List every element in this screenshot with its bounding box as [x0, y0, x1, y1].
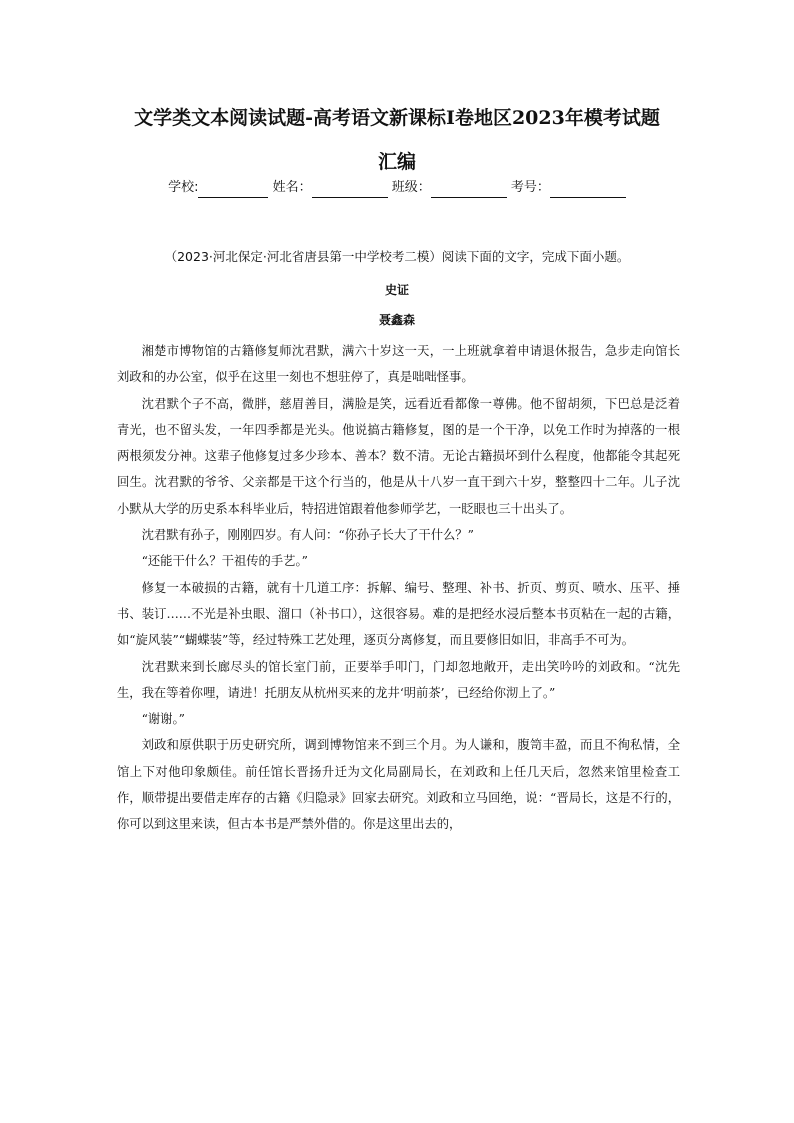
class-blank	[431, 183, 507, 198]
paragraph: “谢谢。”	[141, 712, 185, 727]
school-label: 学校:	[168, 180, 199, 195]
document-title	[100, 96, 694, 184]
story-title: 史证	[384, 283, 409, 297]
paragraph: 湘楚市博物馆的古籍修复师沈君默，满六十岁这一天，一上班就拿着申请退休报告，急步走向馆长刘政和的办公室，似乎在这里一刻也不想驻停了，真是咄咄怪事。	[117, 344, 680, 385]
name-label: 姓名：	[272, 180, 312, 195]
story-author: 聂鑫森	[378, 313, 415, 327]
exam-no-blank	[550, 183, 626, 198]
class-label: 班级：	[391, 180, 431, 195]
student-info-line	[0, 178, 794, 198]
question-source: （2023·河北保定·河北省唐县第一中学校考二模）阅读下面的文字，完成下面小题。	[164, 249, 630, 264]
paragraph: 刘政和原供职于历史研究所，调到博物馆来不到三个月。为人谦和，腹笥丰盈，而且不徇私情，全馆上下对他印象颇佳。前任馆长晋扬升迁为文化局副局长，在刘政和上任几天后，忽然来馆里检查工作，顺带提出要借走库存的古籍《归隐录》回家去研究。刘政和立马回绝，说：“晋局长，这是不行的，你可以到这里来读，但古本书是严禁外借的。你是这里出去的，	[117, 738, 680, 832]
school-blank	[198, 183, 268, 198]
title-line-1: 文学类文本阅读试题-高考语文新课标Ⅰ卷地区2023年模考试题	[134, 107, 660, 129]
title-line-2: 汇编	[377, 151, 416, 173]
paragraph: 沈君默个子不高，微胖，慈眉善目，满脸是笑，远看近看都像一尊佛。他不留胡须，下巴总是泛着青光，也不留头发，一年四季都是光头。他说搞古籍修复，图的是一个干净，以免工作时为掉落的一根两根须发分神。这辈子他修复过多少珍本、善本？数不清。无论古籍损坏到什么程度，他都能令其起死回生。沈君默的爷爷、父亲都是干这个行当的，他是从十八岁一直干到六十岁，整整四十二年。儿子沈小默从大学的历史系本科毕业后，特招进馆跟着他参师学艺，一眨眼也三十出头了。	[117, 396, 680, 516]
name-blank	[312, 183, 388, 198]
paragraph: 沈君默有孙子，刚刚四岁。有人问：“你孙子长大了干什么？”	[141, 528, 474, 543]
exam-no-label: 考号：	[510, 180, 550, 195]
paragraph: “还能干什么？干祖传的手艺。”	[141, 554, 308, 569]
story-body	[117, 338, 680, 838]
paragraph: 修复一本破损的古籍，就有十几道工序：拆解、编号、整理、补书、折页、剪页、喷水、压平、捶书、装订……不光是补虫眼、溜口（补书口），这很容易。难的是把经水浸后整本书页粘在一起的古籍，如“旋风装”“蝴蝶装”等，经过特殊工艺处理，逐页分离修复，而且要修旧如旧，非高手不可为。	[117, 580, 680, 648]
paragraph: 沈君默来到长廊尽头的馆长室门前，正要举手叩门，门却忽地敞开，走出笑吟吟的刘政和。“沈先生，我在等着你哩，请进！托朋友从杭州买来的龙井‘明前茶’，已经给你沏上了。”	[117, 659, 680, 700]
